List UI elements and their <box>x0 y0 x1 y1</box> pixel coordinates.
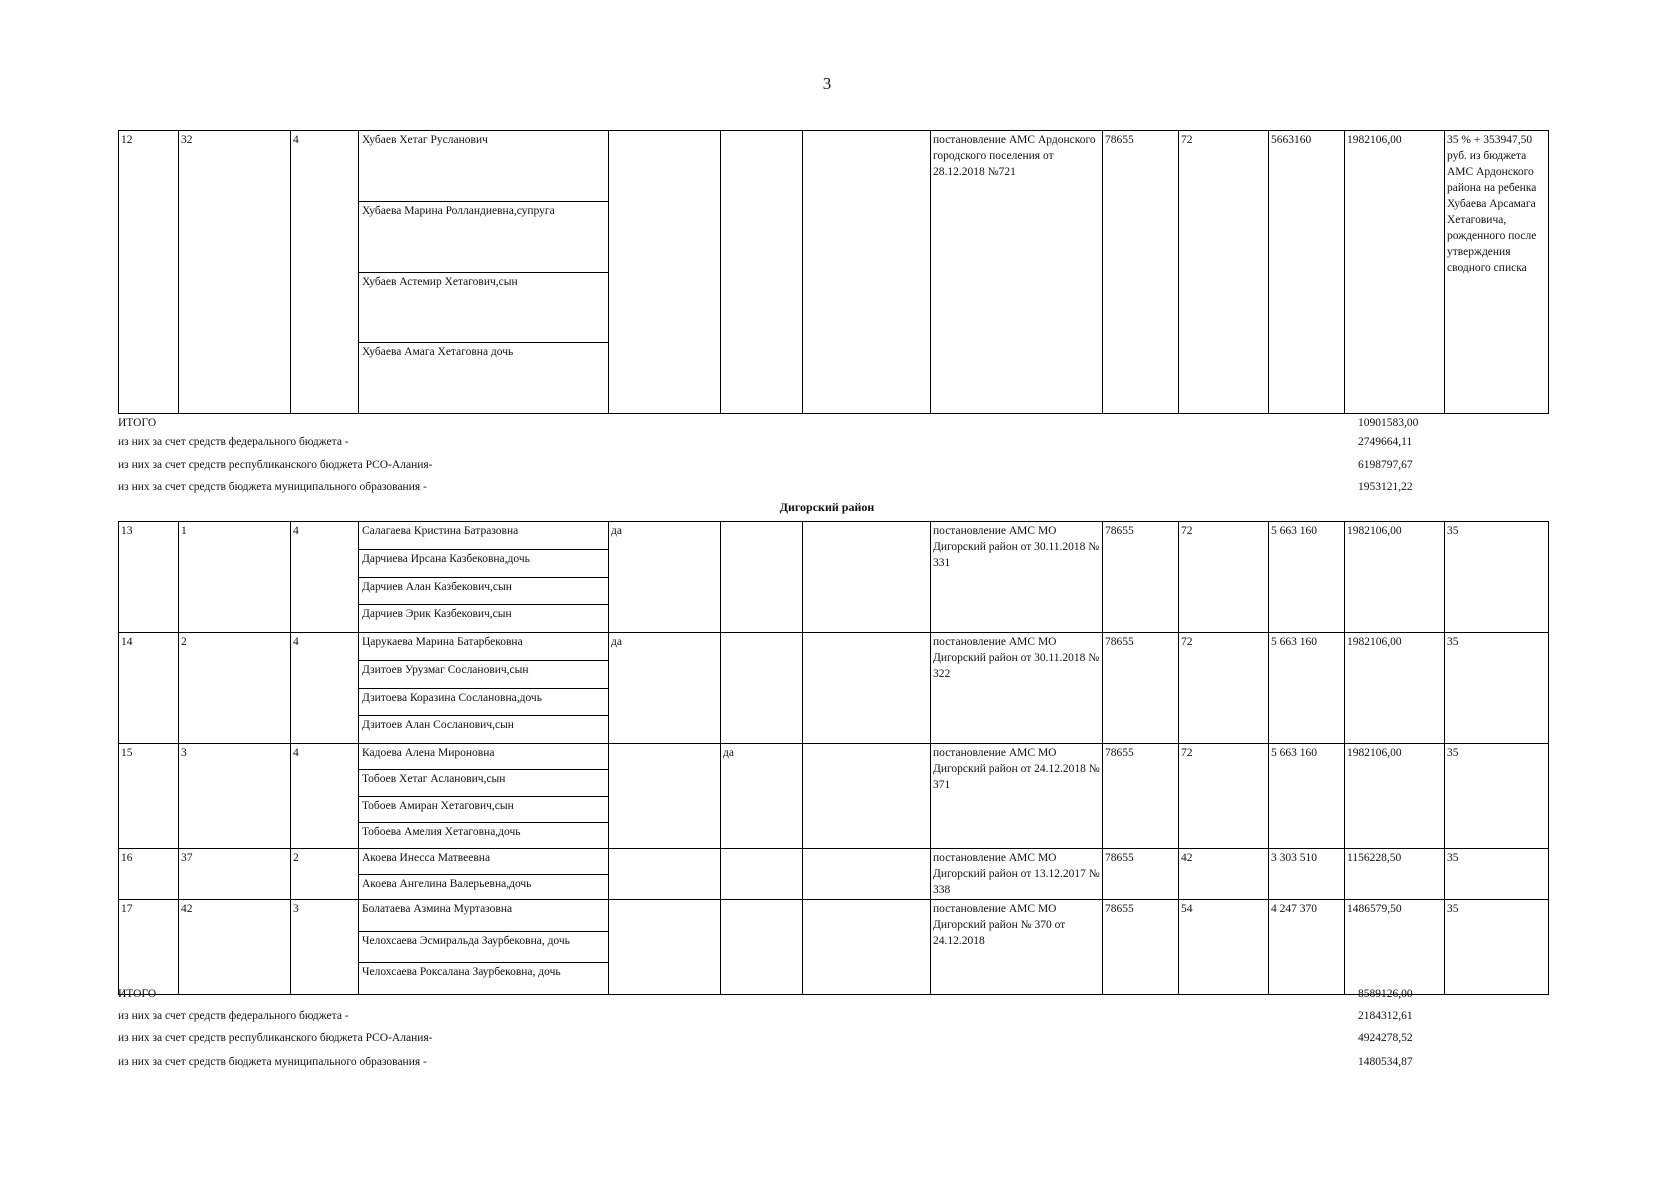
list-number: 3 <box>179 744 291 849</box>
summary-republic-1 <box>118 456 1548 474</box>
cost-cell: 3 303 510 <box>1269 849 1345 900</box>
cost-cell: 5663160 <box>1269 131 1345 414</box>
family-size: 4 <box>291 633 359 744</box>
family-member: Дарчиев Алан Казбекович,сын <box>359 578 608 606</box>
note-cell: 35 <box>1445 849 1549 900</box>
area-cell: 54 <box>1179 900 1269 995</box>
empty-cell <box>803 522 931 633</box>
family-member: Хубаева Марина Ролландиевна,супруга <box>359 202 608 273</box>
payment-cell: 1156228,50 <box>1345 849 1445 900</box>
summary-total-label: ИТОГО <box>118 417 157 429</box>
family-members-list <box>359 744 608 848</box>
payment-cell: 1982106,00 <box>1345 633 1445 744</box>
family-members-cell <box>359 849 609 900</box>
family-member: Дарчиев Эрик Казбекович,сын <box>362 608 512 621</box>
family-members-list <box>359 633 608 743</box>
summary-federal-value: 2184312,61 <box>1358 1010 1413 1022</box>
payment-cell: 1982106,00 <box>1345 131 1445 414</box>
summary-republic-label: из них за счет средств республиканского бюджета РСО-Алания- <box>118 459 433 471</box>
family-members-list <box>359 849 608 899</box>
price-per-sqm: 78655 <box>1103 744 1179 849</box>
flag-cell-1 <box>609 744 721 849</box>
summary-total-2 <box>118 985 1548 1003</box>
summary-federal-value: 2749664,11 <box>1358 436 1413 448</box>
list-number: 37 <box>179 849 291 900</box>
family-member: Акоева Инесса Матвеевна <box>359 849 608 875</box>
family-member: Хубаев Хетаг Русланович <box>359 131 608 202</box>
summary-republic-value: 6198797,67 <box>1358 459 1413 471</box>
summary-republic-label: из них за счет средств республиканского бюджета РСО-Алания- <box>118 1032 433 1044</box>
family-member: Салагаева Кристина Батразовна <box>359 522 608 550</box>
family-member: Царукаева Марина Батарбековна <box>359 633 608 661</box>
flag-cell-2 <box>721 522 803 633</box>
area-cell: 72 <box>1179 131 1269 414</box>
empty-cell <box>803 849 931 900</box>
note-cell: 35 <box>1445 522 1549 633</box>
list-number: 2 <box>179 633 291 744</box>
decree-cell: постановление АМС МО Дигорский район № 370 от 24.12.2018 <box>931 900 1103 995</box>
area-cell: 42 <box>1179 849 1269 900</box>
list-number: 1 <box>179 522 291 633</box>
price-per-sqm: 78655 <box>1103 849 1179 900</box>
decree-cell: постановление АМС МО Дигорский район от 30.11.2018 № 331 <box>931 522 1103 633</box>
price-per-sqm: 78655 <box>1103 633 1179 744</box>
family-size: 4 <box>291 522 359 633</box>
note-cell: 35 <box>1445 900 1549 995</box>
price-per-sqm: 78655 <box>1103 900 1179 995</box>
family-size: 4 <box>291 744 359 849</box>
flag-cell-1 <box>609 900 721 995</box>
decree-cell: постановление АМС МО Дигорский район от 13.12.2017 № 338 <box>931 849 1103 900</box>
table-row <box>119 849 1549 900</box>
summary-municipal-label: из них за счет средств бюджета муниципального образования - <box>118 481 427 493</box>
family-member: Челохсаева Эсмиральда Заурбековна, дочь <box>359 932 608 964</box>
cost-cell: 5 663 160 <box>1269 744 1345 849</box>
table-row <box>119 900 1549 995</box>
table-row <box>119 131 1549 414</box>
family-size: 3 <box>291 900 359 995</box>
family-members-list <box>359 522 608 632</box>
family-member: Дзитоев Урузмаг Сосланович,сын <box>359 661 608 689</box>
table-row <box>119 633 1549 744</box>
row-number: 13 <box>119 522 179 633</box>
summary-federal-1 <box>118 433 1548 451</box>
summary-municipal-value: 1480534,87 <box>1358 1056 1413 1068</box>
summary-republic-value: 4924278,52 <box>1358 1032 1413 1044</box>
summary-municipal-1 <box>118 478 1548 496</box>
family-members-cell <box>359 744 609 849</box>
note-cell: 35 <box>1445 744 1549 849</box>
empty-cell <box>803 633 931 744</box>
summary-federal-2 <box>118 1007 1548 1025</box>
summary-total-value: 10901583,00 <box>1358 417 1419 429</box>
family-size: 4 <box>291 131 359 414</box>
payment-cell: 1486579,50 <box>1345 900 1445 995</box>
cost-cell: 4 247 370 <box>1269 900 1345 995</box>
family-member: Дарчиева Ирсана Казбековна,дочь <box>359 550 608 578</box>
row-number: 16 <box>119 849 179 900</box>
family-member: Челохсаева Роксалана Заурбековна, дочь <box>362 966 561 979</box>
empty-cell <box>803 744 931 849</box>
summary-total-1 <box>118 414 1548 432</box>
decree-cell: постановление АМС Ардонского городского поселения от 28.12.2018 №721 <box>931 131 1103 414</box>
family-members-cell <box>359 522 609 633</box>
page-number: 3 <box>822 74 832 93</box>
family-member: Хубаева Амага Хетаговна дочь <box>362 346 514 359</box>
summary-federal-label: из них за счет средств федерального бюджета - <box>118 436 349 448</box>
family-member: Тобоев Хетаг Асланович,сын <box>359 770 608 796</box>
price-per-sqm: 78655 <box>1103 522 1179 633</box>
note-cell: 35 <box>1445 633 1549 744</box>
summary-municipal-value: 1953121,22 <box>1358 481 1413 493</box>
flag-cell-1: да <box>609 633 721 744</box>
summary-federal-label: из них за счет средств федерального бюджета - <box>118 1010 349 1022</box>
flag-cell-2 <box>721 633 803 744</box>
family-members-cell <box>359 900 609 995</box>
empty-cell <box>803 131 931 414</box>
family-members-list <box>359 900 608 994</box>
decree-cell: постановление АМС МО Дигорский район от 24.12.2018 № 371 <box>931 744 1103 849</box>
table-digora <box>118 521 1549 995</box>
row-number: 12 <box>119 131 179 414</box>
flag-cell-2 <box>721 900 803 995</box>
family-member: Тобоев Амиран Хетагович,сын <box>359 797 608 823</box>
family-members-list <box>359 131 608 413</box>
flag-cell-1 <box>609 849 721 900</box>
summary-municipal-2 <box>118 1053 1548 1071</box>
family-member: Тобоева Амелия Хетаговна,дочь <box>362 825 521 838</box>
cost-cell: 5 663 160 <box>1269 633 1345 744</box>
family-member: Кадоева Алена Мироновна <box>359 744 608 770</box>
family-size: 2 <box>291 849 359 900</box>
summary-republic-2 <box>118 1029 1548 1047</box>
note-cell: 35 % + 353947,50 руб. из бюджета АМС Ардонского района на ребенка Хубаева Арсамага Хетаговича, рожденного после утверждения сводного списка <box>1445 131 1549 414</box>
family-member: Болатаева Азмина Муртазовна <box>359 900 608 932</box>
summary-total-label: ИТОГО <box>118 988 157 1000</box>
area-cell: 72 <box>1179 633 1269 744</box>
list-number: 42 <box>179 900 291 995</box>
family-member: Хубаев Астемир Хетагович,сын <box>359 273 608 344</box>
table-ardon <box>118 130 1549 414</box>
family-member: Дзитоева Коразина Сослановна,дочь <box>359 689 608 717</box>
table-row <box>119 522 1549 633</box>
flag-cell-1 <box>609 131 721 414</box>
flag-cell-2 <box>721 849 803 900</box>
payment-cell: 1982106,00 <box>1345 522 1445 633</box>
payment-cell: 1982106,00 <box>1345 744 1445 849</box>
family-member: Дзитоев Алан Сосланович,сын <box>362 719 514 732</box>
list-number: 32 <box>179 131 291 414</box>
family-members-cell <box>359 633 609 744</box>
area-cell: 72 <box>1179 522 1269 633</box>
cost-cell: 5 663 160 <box>1269 522 1345 633</box>
summary-municipal-label: из них за счет средств бюджета муниципального образования - <box>118 1056 427 1068</box>
decree-cell: постановление АМС МО Дигорский район от 30.11.2018 № 322 <box>931 633 1103 744</box>
price-per-sqm: 78655 <box>1103 131 1179 414</box>
flag-cell-2 <box>721 131 803 414</box>
section-title: Дигорский район <box>779 500 875 514</box>
empty-cell <box>803 900 931 995</box>
area-cell: 72 <box>1179 744 1269 849</box>
row-number: 17 <box>119 900 179 995</box>
summary-total-value: 8589126,00 <box>1358 988 1413 1000</box>
flag-cell-1: да <box>609 522 721 633</box>
table-row <box>119 744 1549 849</box>
row-number: 14 <box>119 633 179 744</box>
flag-cell-2: да <box>721 744 803 849</box>
row-number: 15 <box>119 744 179 849</box>
family-member: Акоева Ангелина Валерьевна,дочь <box>362 877 532 890</box>
family-members-cell <box>359 131 609 414</box>
